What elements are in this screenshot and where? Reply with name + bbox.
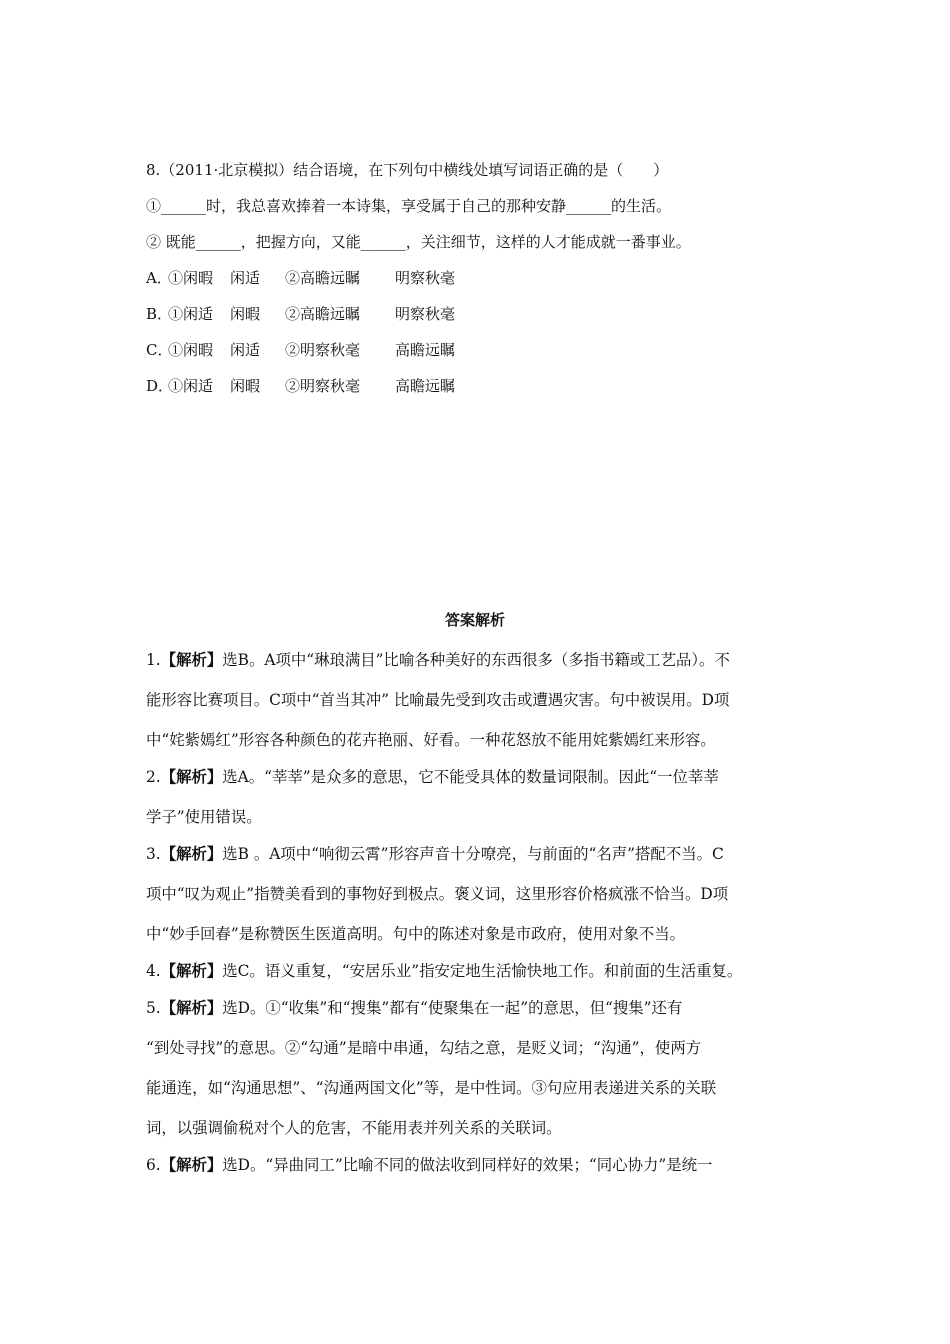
answer-1-line-2: 能形容比赛项目。C项中“首当其冲” 比喻最先受到攻击或遭遇灾害。句中被误用。D项 — [146, 691, 730, 709]
option-a — [146, 268, 826, 288]
option-word: ②高瞻远瞩 — [285, 269, 361, 287]
analysis-tag: 【解析】 — [160, 999, 223, 1017]
option-label: A． — [146, 269, 172, 287]
option-word: 闲暇 — [230, 305, 261, 323]
option-word: ①闲暇 — [168, 341, 214, 359]
option-word: ②高瞻远瞩 — [285, 305, 361, 323]
answer-6-line-1 — [146, 1155, 806, 1175]
analysis-tag: 【解析】 — [160, 845, 223, 863]
option-word: ②明察秋毫 — [285, 341, 361, 359]
option-word: ①闲暇 — [168, 269, 214, 287]
answer-number: 5. — [146, 999, 161, 1017]
answer-5-line-4: 词，以强调偷税对个人的危害，不能用表并列关系的关联词。 — [146, 1119, 562, 1137]
answer-2-line-1 — [146, 767, 806, 787]
answer-number: 4. — [146, 962, 161, 980]
answer-3-line-3: 中“妙手回春”是称赞医生医道高明。句中的陈述对象是市政府，使用对象不当。 — [146, 925, 686, 943]
answer-1-line-1 — [146, 650, 806, 670]
answer-text: 选D。①“收集”和“搜集”都有“使聚集在一起”的意思，但“搜集”还有 — [222, 999, 683, 1017]
option-word: 高瞻远瞩 — [395, 377, 456, 395]
answer-number: 1. — [146, 651, 161, 669]
answer-5-line-1 — [146, 998, 806, 1018]
answer-3-line-1 — [146, 844, 806, 864]
option-word: 高瞻远瞩 — [395, 341, 456, 359]
answer-1-line-3: 中“姹紫嫣红”形容各种颜色的花卉艳丽、好看。一种花怒放不能用姹紫嫣红来形容。 — [146, 731, 716, 749]
answer-4-line-1 — [146, 961, 806, 981]
answer-number: 2. — [146, 768, 161, 786]
analysis-tag: 【解析】 — [160, 768, 223, 786]
option-word: ①闲适 — [168, 305, 214, 323]
analysis-tag: 【解析】 — [160, 1156, 223, 1174]
option-word: 闲适 — [230, 269, 261, 287]
answer-5-line-2: “到处寻找”的意思。②“勾通”是暗中串通，勾结之意，是贬义词；“沟通”，使两方 — [146, 1039, 702, 1057]
option-label: C． — [146, 341, 173, 359]
answer-text: 选C。语义重复，“安居乐业”指安定地生活愉快地工作。和前面的生活重复。 — [222, 962, 743, 980]
answer-text: 选B。A项中“琳琅满目”比喻各种美好的东西很多（多指书籍或工艺品）。不 — [222, 651, 730, 669]
question-sentence-1: ①______时，我总喜欢捧着一本诗集，享受属于自己的那种安静______的生活。 — [146, 197, 672, 215]
option-b — [146, 304, 826, 324]
question-stem: 8.（2011·北京模拟）结合语境，在下列句中横线处填写词语正确的是（ ） — [146, 161, 669, 179]
option-word: 明察秋毫 — [395, 269, 456, 287]
answer-text: 选D。“异曲同工”比喻不同的做法收到同样好的效果；“同心协力”是统一 — [222, 1156, 713, 1174]
answer-3-line-2: 项中“叹为观止”指赞美看到的事物好到极点。褒义词，这里形容价格疯涨不恰当。D项 — [146, 885, 729, 903]
option-d — [146, 376, 826, 396]
option-label: D． — [146, 377, 174, 395]
analysis-tag: 【解析】 — [160, 651, 223, 669]
option-word: ②明察秋毫 — [285, 377, 361, 395]
option-word: 闲适 — [230, 341, 261, 359]
analysis-tag: 【解析】 — [160, 962, 223, 980]
question-sentence-2: ② 既能______，把握方向，又能______，关注细节，这样的人才能成就一番事业。 — [146, 233, 691, 251]
option-word: 闲暇 — [230, 377, 261, 395]
option-c — [146, 340, 826, 360]
answer-number: 3. — [146, 845, 161, 863]
answer-text: 选A。“莘莘”是众多的意思，它不能受具体的数量词限制。因此“一位莘莘 — [222, 768, 719, 786]
answer-number: 6. — [146, 1156, 161, 1174]
answers-heading: 答案解析 — [444, 611, 505, 629]
answer-text: 选B 。A项中“响彻云霄”形容声音十分嘹亮，与前面的“名声”搭配不当。C — [222, 845, 724, 863]
answer-5-line-3: 能通连，如“沟通思想”、“沟通两国文化”等，是中性词。③句应用表递进关系的关联 — [146, 1079, 717, 1097]
option-label: B． — [146, 305, 173, 323]
answer-2-line-2: 学子”使用错误。 — [146, 808, 262, 826]
option-word: ①闲适 — [168, 377, 214, 395]
option-word: 明察秋毫 — [395, 305, 456, 323]
